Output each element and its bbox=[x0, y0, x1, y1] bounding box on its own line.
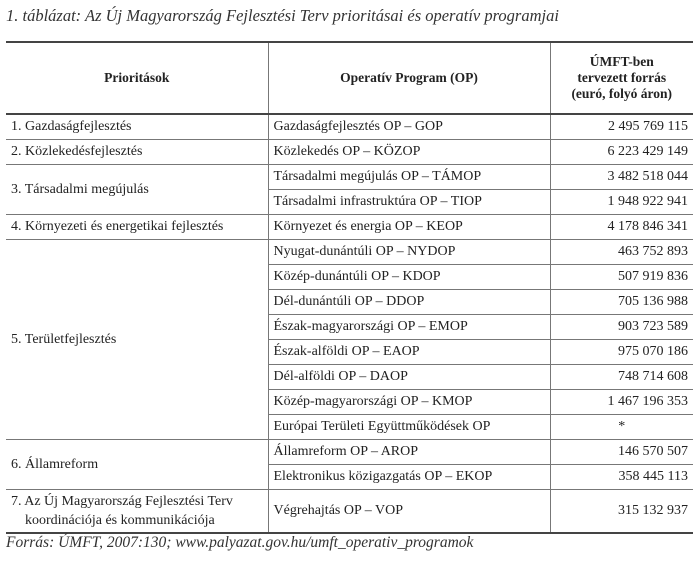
amount-cell: 4 178 846 341 bbox=[550, 215, 693, 240]
amount-cell: 3 482 518 044 bbox=[550, 165, 693, 190]
table-header-row bbox=[6, 42, 693, 114]
priority-line-1: 7. Az Új Magyarország Fejlesztési Terv bbox=[11, 494, 233, 509]
amount-cell: 748 714 608 bbox=[550, 365, 693, 390]
amount-cell: 315 132 937 bbox=[550, 490, 693, 534]
op-cell: Dél-dunántúli OP – DDOP bbox=[268, 290, 550, 315]
amount-cell: 358 445 113 bbox=[550, 465, 693, 490]
op-cell: Európai Területi Együttműködések OP bbox=[268, 415, 550, 440]
priority-cell: 3. Társadalmi megújulás bbox=[6, 165, 268, 215]
op-cell: Társadalmi megújulás OP – TÁMOP bbox=[268, 165, 550, 190]
table-row bbox=[6, 490, 693, 534]
op-cell: Végrehajtás OP – VOP bbox=[268, 490, 550, 534]
amount-cell: 705 136 988 bbox=[550, 290, 693, 315]
table-row bbox=[6, 440, 693, 465]
op-cell: Nyugat-dunántúli OP – NYDOP bbox=[268, 240, 550, 265]
table-row bbox=[6, 114, 693, 140]
priority-cell: 5. Területfejlesztés bbox=[6, 240, 268, 440]
op-cell: Államreform OP – AROP bbox=[268, 440, 550, 465]
operational-programs-table bbox=[6, 41, 693, 534]
op-cell: Közép-dunántúli OP – KDOP bbox=[268, 265, 550, 290]
table-row bbox=[6, 215, 693, 240]
amount-cell: 975 070 186 bbox=[550, 340, 693, 365]
amount-cell: 1 948 922 941 bbox=[550, 190, 693, 215]
op-cell: Elektronikus közigazgatás OP – EKOP bbox=[268, 465, 550, 490]
priority-cell bbox=[6, 490, 268, 534]
header-funding-line-3: (euró, folyó áron) bbox=[571, 86, 673, 101]
amount-cell: 903 723 589 bbox=[550, 315, 693, 340]
table-source-note: Forrás: ÚMFT, 2007:130; www.palyazat.gov.hu/umft_operativ_programok bbox=[6, 534, 474, 551]
header-operational-program: Operatív Program (OP) bbox=[268, 42, 550, 114]
amount-cell: 146 570 507 bbox=[550, 440, 693, 465]
priority-cell: 2. Közlekedésfejlesztés bbox=[6, 140, 268, 165]
header-funding-line-2: tervezett forrás bbox=[577, 70, 667, 85]
amount-cell: 2 495 769 115 bbox=[550, 114, 693, 140]
header-funding-line-1: ÚMFT-ben bbox=[589, 54, 654, 69]
priority-cell: 4. Környezeti és energetikai fejlesztés bbox=[6, 215, 268, 240]
op-cell: Közlekedés OP – KÖZOP bbox=[268, 140, 550, 165]
priority-line-2: koordinációja és kommunikációja bbox=[25, 513, 215, 528]
table-row bbox=[6, 140, 693, 165]
table-caption: 1. táblázat: Az Új Magyarország Fejlesztési Terv prioritásai és operatív programjai bbox=[6, 6, 559, 25]
header-priority: Prioritások bbox=[6, 42, 268, 114]
table-row bbox=[6, 165, 693, 190]
op-cell: Társadalmi infrastruktúra OP – TIOP bbox=[268, 190, 550, 215]
op-cell: Gazdaságfejlesztés OP – GOP bbox=[268, 114, 550, 140]
op-cell: Közép-magyarországi OP – KMOP bbox=[268, 390, 550, 415]
header-planned-funding bbox=[550, 42, 693, 114]
amount-cell: 507 919 836 bbox=[550, 265, 693, 290]
table-row bbox=[6, 240, 693, 265]
amount-cell: 6 223 429 149 bbox=[550, 140, 693, 165]
op-cell: Környezet és energia OP – KEOP bbox=[268, 215, 550, 240]
amount-cell: * bbox=[550, 415, 693, 440]
op-cell: Észak-alföldi OP – EAOP bbox=[268, 340, 550, 365]
priority-cell: 1. Gazdaságfejlesztés bbox=[6, 114, 268, 140]
priority-cell: 6. Államreform bbox=[6, 440, 268, 490]
op-cell: Észak-magyarországi OP – EMOP bbox=[268, 315, 550, 340]
amount-cell: 1 467 196 353 bbox=[550, 390, 693, 415]
amount-cell: 463 752 893 bbox=[550, 240, 693, 265]
op-cell: Dél-alföldi OP – DAOP bbox=[268, 365, 550, 390]
